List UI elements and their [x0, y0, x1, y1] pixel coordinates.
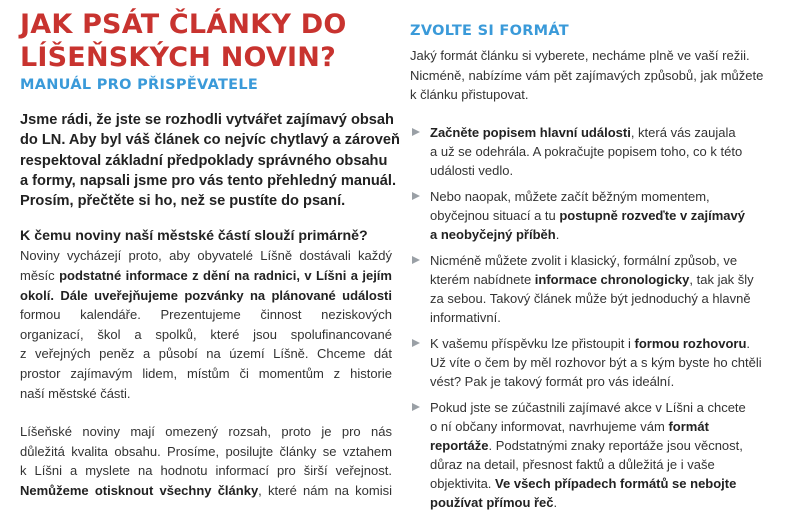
line-text: . [555, 226, 560, 242]
item-line [430, 225, 782, 244]
line-bold: postupně rozveďte v zajímavý [559, 207, 745, 223]
line-text: , tak jak šly [689, 271, 754, 287]
list-item [410, 187, 782, 244]
list-item [410, 123, 782, 180]
item-line: vést? Pak je takový formát pro vás ideální. [430, 373, 675, 389]
para-line: formou kalendáře. Prezentujeme činnost neziskových [20, 307, 392, 323]
para-line [20, 286, 392, 306]
item-line: Nicméně můžete zvolit i klasický, formální způsob, ve [430, 252, 738, 268]
format-heading: ZVOLTE SI FORMÁT [410, 23, 569, 39]
list-item [410, 398, 782, 512]
line-text: . [553, 494, 558, 510]
line-bold: reportáže [430, 437, 489, 453]
line-bold: používat přímou řeč [430, 494, 554, 510]
right-column [410, 22, 782, 519]
line-bold: a neobyčejný příběh [430, 226, 556, 242]
line-bold: podstatné informace z dění na radnici [59, 268, 297, 284]
intro-line: Prosím, přečtěte si ho, než se pustíte do psaní. [20, 193, 346, 210]
line-text: K vašemu příspěvku lze přistoupit i [430, 335, 635, 351]
line-text: kterém nabídnete [430, 271, 535, 287]
format-list [410, 123, 782, 512]
intro-line: do LN. Aby byl váš článek co nejvíc chytlavý a zároveň [20, 132, 400, 149]
intro-paragraph [20, 110, 400, 211]
triangle-bullet-icon [412, 192, 420, 200]
line-text: objektivita. [430, 475, 496, 491]
item-line [430, 417, 782, 436]
intro-line: k článku přistupovat. [410, 87, 529, 102]
item-line [430, 436, 782, 455]
para-line: z veřejných peněz a působí na území Líšně. Chceme dát [20, 346, 392, 362]
intro-line: Nicméně, nabízíme vám pět zajímavých způsobů, jak můžete [410, 67, 764, 83]
page-title [20, 8, 392, 74]
triangle-bullet-icon [412, 256, 420, 264]
line-text: obyčejnou situací a tu [430, 207, 560, 223]
para-line: organizací, škol a spolků, které jsou spolufinancované [20, 326, 392, 342]
para-line: Líšeňské noviny mají omezený rozsah, proto je pro nás [20, 424, 392, 440]
intro-line: respektoval základní předpoklady správného obsahu [20, 152, 388, 169]
line-text: , které nám na komisi [258, 483, 392, 499]
para-line: Noviny vycházejí proto, aby obyvatelé Líšně dostávali každý [20, 248, 392, 264]
line-text: . [746, 335, 751, 351]
item-line: události vedlo. [430, 162, 514, 178]
item-line: Už víte o čem by měl rozhovor být a s kým byste ho chtěli [430, 354, 762, 370]
line-text: měsíc [20, 268, 60, 284]
purpose-paragraph [20, 246, 392, 403]
para-line: k Líšni a myslete na hodnotu informací pro širší veřejnost. [20, 463, 392, 479]
page-subtitle: MANUÁL PRO PŘISPĚVATELE [20, 77, 259, 93]
para-line: důležitá kvalita obsahu. Prosíme, posilujte články se vztahem [20, 443, 392, 459]
line-bold: Nemůžeme otisknout všechny články [20, 483, 259, 499]
line-bold: formát [668, 418, 709, 434]
section-question: K čemu noviny naší městské částí slouží primárně? [20, 228, 368, 245]
item-line [430, 206, 782, 225]
line-bold: , v [296, 268, 316, 284]
para-line: naší městské části. [20, 385, 131, 401]
item-line: důraz na detail, přesnost faktů a důležitá je i vaše [430, 456, 715, 472]
para-line [20, 266, 392, 286]
line-bold: Začněte popisem hlavní události [430, 124, 631, 140]
triangle-bullet-icon [412, 128, 420, 136]
para-line [20, 481, 392, 501]
line-bold: Líšni a jejím [315, 268, 392, 284]
intro-line: a formy, napsali jsme pro vás tento přehledný manuál. [20, 172, 397, 189]
left-column [20, 8, 400, 501]
item-line: Pokud jste se zúčastnili zajímavé akce v Líšni a chcete [430, 399, 746, 415]
item-line [430, 270, 782, 289]
item-line: a už se odehrála. A pokračujte popisem toho, co k této [430, 143, 743, 159]
format-intro [410, 46, 782, 105]
line-bold: Ve všech případech formátů se nebojte [495, 475, 737, 491]
item-line [430, 334, 782, 353]
intro-line: Jsme rádi, že jste se rozhodli vytvářet zajímavý obsah [20, 112, 394, 128]
item-line: Nebo naopak, můžete začít běžným momentem, [430, 188, 710, 204]
list-item [410, 251, 782, 327]
item-line [430, 123, 782, 142]
line-text: , která vás zaujala [630, 124, 736, 140]
triangle-bullet-icon [412, 339, 420, 347]
intro-line: Jaký formát článku si vyberete, necháme plně ve vaší režii. [410, 48, 750, 63]
line-bold: informace chronologicky [534, 271, 690, 287]
line-bold: formou rozhovoru [634, 335, 747, 351]
item-line [430, 474, 782, 493]
line-text: . Podstatnými znaky reportáže jsou věcnost, [488, 437, 743, 453]
line-bold: okolí. Dále uveřejňujeme pozvánky na plánované události [20, 287, 392, 303]
triangle-bullet-icon [412, 403, 420, 411]
quality-paragraph [20, 422, 392, 500]
title-line: LÍŠEŇSKÝCH NOVIN? [20, 42, 336, 73]
item-line: informativní. [430, 309, 501, 325]
list-item [410, 334, 782, 391]
title-line: JAK PSÁT ČLÁNKY DO [20, 9, 347, 40]
item-line [430, 493, 782, 512]
line-text: o ní občany informovat, navrhujeme vám [430, 418, 669, 434]
para-line: prostor zajímavým lidem, místům či momentům z historie [20, 366, 392, 382]
item-line: za sebou. Takový článek může být jednoduchý a hlavně [430, 290, 751, 306]
